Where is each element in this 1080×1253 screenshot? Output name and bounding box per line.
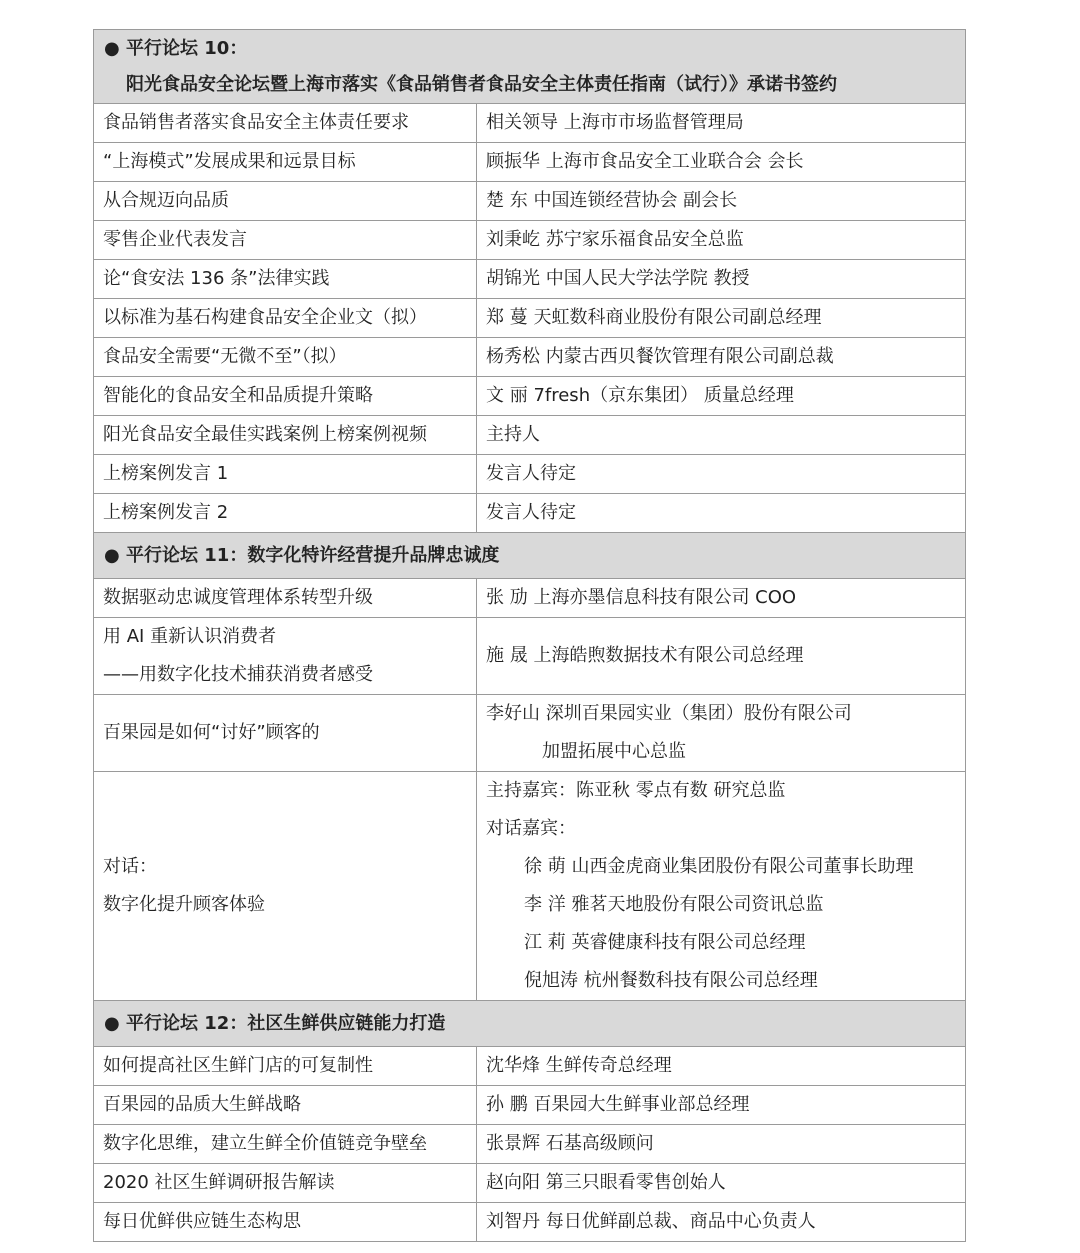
topic-cell: 百果园是如何“讨好”顾客的 [94,695,477,772]
topic-line: ——用数字化技术捕获消费者感受 [103,664,373,685]
forum-10-header [94,30,966,104]
topic-line: 数字化提升顾客体验 [103,894,265,915]
speaker-cell: 张景辉 石基高级顾问 [477,1125,966,1164]
table-row [94,1086,966,1125]
speaker-cell: 刘智丹 每日优鲜副总裁、商品中心负责人 [477,1203,966,1242]
speaker-cell: 沈华烽 生鲜传奇总经理 [477,1047,966,1086]
speaker-cell: 刘秉屹 苏宁家乐福食品安全总监 [477,221,966,260]
speaker-cell: 相关领导 上海市市场监督管理局 [477,104,966,143]
speaker-cell: 杨秀松 内蒙古西贝餐饮管理有限公司副总裁 [477,338,966,377]
topic-cell: 食品安全需要“无微不至”（拟） [94,338,477,377]
forum-11-header [94,533,966,579]
table-row [94,377,966,416]
guests-label: 对话嘉宾： [486,818,576,839]
agenda-table [93,29,966,1242]
forum-11-title: 平行论坛 11：数字化特许经营提升品牌忠诚度 [126,544,500,566]
speaker-line: 李好山 深圳百果园实业（集团）股份有限公司 [486,703,852,724]
forum-10-title: 平行论坛 10： [126,37,248,59]
speaker-cell: 文 丽 7fresh（京东集团） 质量总经理 [477,377,966,416]
table-row [94,299,966,338]
table-row [94,221,966,260]
topic-cell: 百果园的品质大生鲜战略 [94,1086,477,1125]
table-row [94,618,966,695]
topic-cell: 数据驱动忠诚度管理体系转型升级 [94,579,477,618]
speaker-cell: 施 晟 上海皓煦数据技术有限公司总经理 [477,618,966,695]
bullet-icon: ● [104,37,120,59]
topic-cell: 每日优鲜供应链生态构思 [94,1203,477,1242]
host-line: 主持嘉宾：陈亚秋 零点有数 研究总监 [486,780,786,801]
speaker-cell: 胡锦光 中国人民大学法学院 教授 [477,260,966,299]
speaker-cell [477,695,966,772]
forum-12-title: 平行论坛 12：社区生鲜供应链能力打造 [126,1012,446,1034]
table-row [94,579,966,618]
table-row [94,494,966,533]
speaker-cell: 孙 鹏 百果园大生鲜事业部总经理 [477,1086,966,1125]
table-row [94,1203,966,1242]
speaker-cell: 主持人 [477,416,966,455]
bullet-icon: ● [104,1012,120,1034]
topic-cell: 上榜案例发言 2 [94,494,477,533]
table-row [94,182,966,221]
speaker-cell: 张 劢 上海亦墨信息科技有限公司 COO [477,579,966,618]
table-row [94,260,966,299]
guest-line: 倪旭涛 杭州餐数科技有限公司总经理 [524,970,818,991]
bullet-icon: ● [104,544,120,566]
topic-cell: 阳光食品安全最佳实践案例上榜案例视频 [94,416,477,455]
table-row [94,1164,966,1203]
table-row [94,143,966,182]
speaker-cell: 发言人待定 [477,455,966,494]
topic-line: 用 AI 重新认识消费者 [103,626,277,647]
table-row [94,416,966,455]
table-row [94,455,966,494]
topic-cell: 数字化思维，建立生鲜全价值链竞争壁垒 [94,1125,477,1164]
forum-12-header [94,1001,966,1047]
guest-line: 徐 萌 山西金虎商业集团股份有限公司董事长助理 [524,856,914,877]
topic-cell: 上榜案例发言 1 [94,455,477,494]
table-row [94,104,966,143]
agenda-document [93,29,965,1242]
topic-cell [94,618,477,695]
topic-cell: 智能化的食品安全和品质提升策略 [94,377,477,416]
topic-cell: 以标准为基石构建食品安全企业文（拟） [94,299,477,338]
topic-cell: 从合规迈向品质 [94,182,477,221]
topic-line: 对话： [103,856,157,877]
guest-line: 李 洋 雅茗天地股份有限公司资讯总监 [524,894,824,915]
topic-cell: 论“食安法 136 条”法律实践 [94,260,477,299]
topic-cell: 2020 社区生鲜调研报告解读 [94,1164,477,1203]
guest-line: 江 莉 英睿健康科技有限公司总经理 [524,932,806,953]
speaker-cell: 发言人待定 [477,494,966,533]
speaker-cell [477,772,966,1001]
topic-cell [94,772,477,1001]
speaker-cell: 楚 东 中国连锁经营协会 副会长 [477,182,966,221]
table-row [94,1125,966,1164]
topic-cell: “上海模式”发展成果和远景目标 [94,143,477,182]
forum-10-subtitle: 阳光食品安全论坛暨上海市落实《食品销售者食品安全主体责任指南（试行）》承诺书签约 [126,73,837,95]
table-row [94,338,966,377]
table-row [94,695,966,772]
speaker-cell: 顾振华 上海市食品安全工业联合会 会长 [477,143,966,182]
speaker-cell: 郑 蔓 天虹数科商业股份有限公司副总经理 [477,299,966,338]
dialogue-row [94,772,966,1001]
speaker-line: 加盟拓展中心总监 [542,741,686,762]
topic-cell: 零售企业代表发言 [94,221,477,260]
speaker-cell: 赵向阳 第三只眼看零售创始人 [477,1164,966,1203]
table-row [94,1047,966,1086]
topic-cell: 如何提高社区生鲜门店的可复制性 [94,1047,477,1086]
topic-cell: 食品销售者落实食品安全主体责任要求 [94,104,477,143]
